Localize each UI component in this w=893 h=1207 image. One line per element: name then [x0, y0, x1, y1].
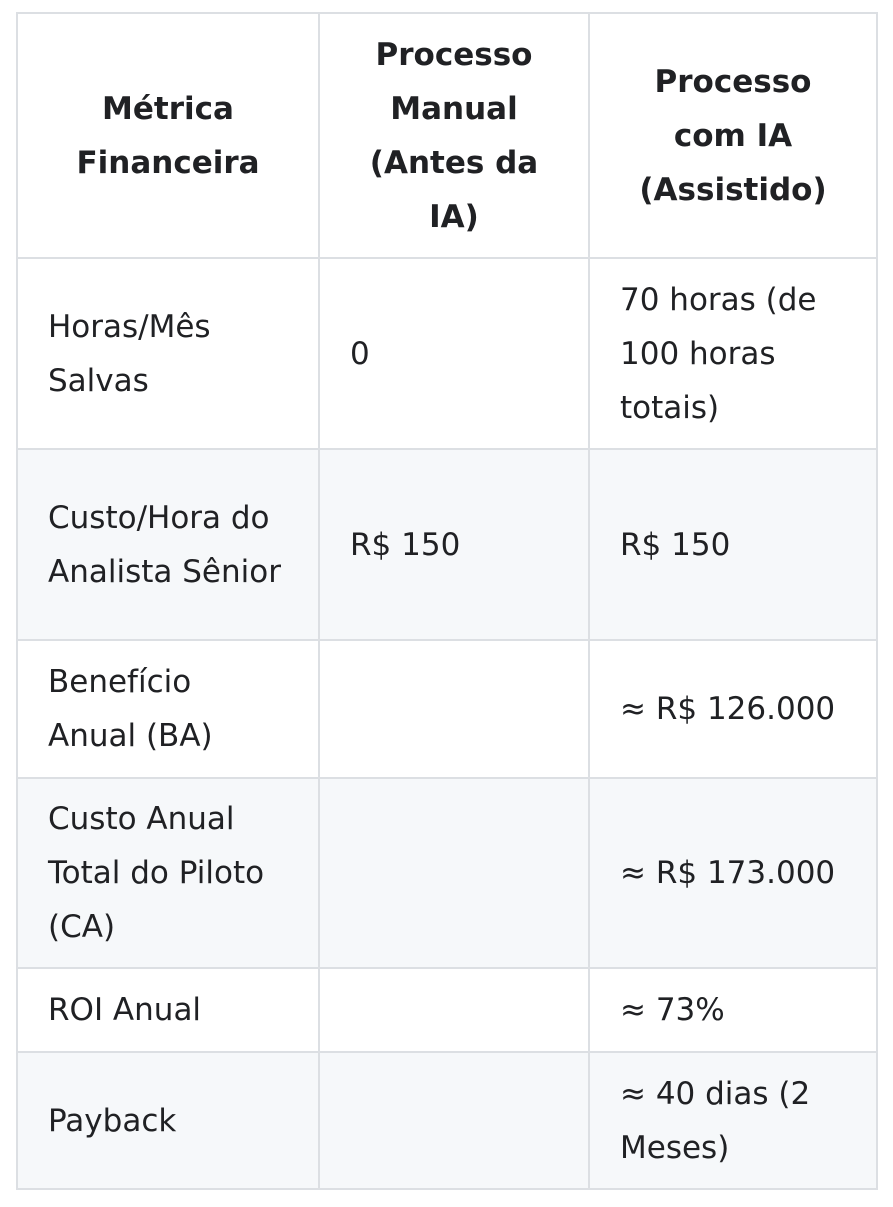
cell-metric: Custo/Hora do Analista Sênior — [17, 449, 319, 640]
cell-manual — [319, 640, 589, 778]
table-row — [17, 258, 877, 449]
financial-metrics-table — [16, 12, 878, 1190]
table-row — [17, 968, 877, 1052]
cell-ai: ≈ R$ 173.000 — [589, 778, 877, 968]
cell-metric: Payback — [17, 1052, 319, 1189]
table-row — [17, 1052, 877, 1189]
cell-manual — [319, 968, 589, 1052]
cell-manual — [319, 778, 589, 968]
cell-ai: ≈ 73% — [589, 968, 877, 1052]
cell-ai: ≈ 40 dias (2 Meses) — [589, 1052, 877, 1189]
header-ai-process: Processo com IA (Assistido) — [589, 13, 877, 258]
table-row — [17, 449, 877, 640]
table-row — [17, 778, 877, 968]
cell-metric: ROI Anual — [17, 968, 319, 1052]
cell-manual — [319, 1052, 589, 1189]
cell-ai: R$ 150 — [589, 449, 877, 640]
table-row — [17, 640, 877, 778]
cell-metric: Horas/Mês Salvas — [17, 258, 319, 449]
header-manual-process: Processo Manual (Antes da IA) — [319, 13, 589, 258]
cell-manual: 0 — [319, 258, 589, 449]
cell-manual: R$ 150 — [319, 449, 589, 640]
table-header-row — [17, 13, 877, 258]
cell-metric: Benefício Anual (BA) — [17, 640, 319, 778]
cell-ai: ≈ R$ 126.000 — [589, 640, 877, 778]
header-metric: Métrica Financeira — [17, 13, 319, 258]
cell-ai: 70 horas (de 100 horas totais) — [589, 258, 877, 449]
cell-metric: Custo Anual Total do Piloto (CA) — [17, 778, 319, 968]
